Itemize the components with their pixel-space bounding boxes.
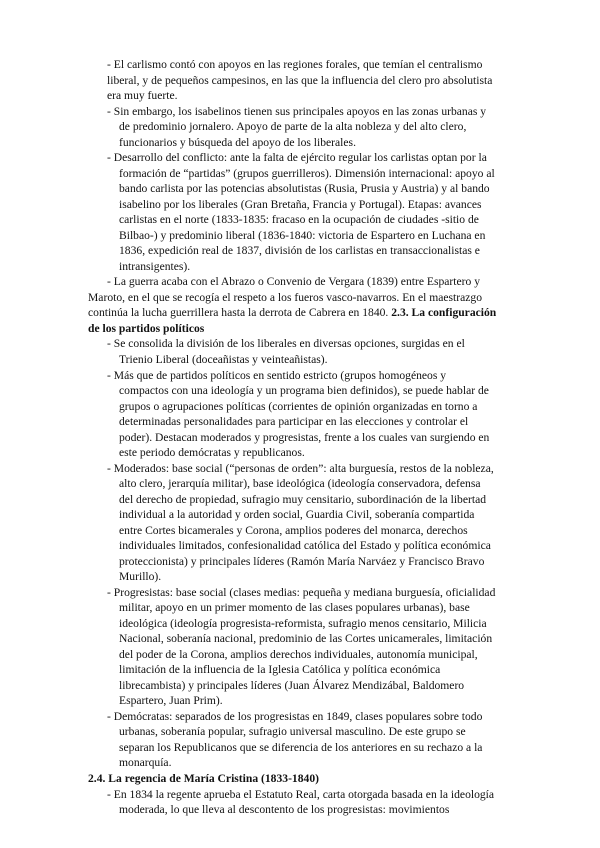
text-line: compactos con una ideología y un programa bien definidos), se puede hablar de <box>119 384 489 397</box>
text-line: librecambista) y principales líderes (Juan Álvarez Mendizábal, Baldomero <box>119 679 465 692</box>
text-line: - En 1834 la regente aprueba el Estatuto Real, carta otorgada basada en la ideología <box>107 788 495 801</box>
text-line: Trienio Liberal (doceañistas y veinteañistas). <box>119 353 328 366</box>
text-line: - El carlismo contó con apoyos en las regiones forales, que temían el centralismo <box>107 58 483 71</box>
text-line: grupos o agrupaciones políticas (corrientes de opinión organizadas en torno a <box>119 400 478 413</box>
text-line: proteccionista) y principales líderes (Ramón María Narváez y Francisco Bravo <box>119 555 485 568</box>
text-line: del derecho de propiedad, sufragio muy censitario, subordinación de la libertad <box>119 493 487 506</box>
text-line: del poder de la Corona, amplios derechos individuales, autonomía municipal, <box>119 648 478 661</box>
text-line: ideológica (ideología progresista-reformista, sufragio menos censitario, Milicia <box>119 617 487 630</box>
text-line: de predominio jornalero. Apoyo de parte de la alta nobleza y del alto clero, <box>119 120 467 133</box>
text-line: 1836, expedición real de 1837, división de los carlistas en transaccionalistas e <box>119 244 480 257</box>
text-line: moderada, lo que lleva al descontento de los progresistas: movimientos <box>119 803 450 816</box>
text-line: - Demócratas: separados de los progresistas en 1849, clases populares sobre todo <box>107 710 483 723</box>
text-line: isabelino por los liberales (Gran Bretaña, Francia y Portugal). Etapas: avances <box>119 198 482 211</box>
text-line: Maroto, en el que se recogía el respeto a los fueros vasco-navarros. En el maestrazgo <box>88 291 483 304</box>
text-line: era muy fuerte. <box>107 89 178 102</box>
text-line: - Progresistas: base social (clases medias: pequeña y mediana burguesía, oficialidad <box>107 586 496 599</box>
section-heading: 2.4. La regencia de María Cristina (1833-1840) <box>88 772 319 785</box>
text-line: intransigentes). <box>119 260 191 273</box>
text-line: individual a la autoridad y orden social, Guardia Civil, soberanía compartida <box>119 508 475 521</box>
text-line: formación de “partidas” (grupos guerrilleros). Dimensión internacional: apoyo al <box>119 167 495 180</box>
text-line: poder). Destacan moderados y progresistas, frente a los cuales van surgiendo en <box>119 431 490 444</box>
text-line: entre Cortes bicamerales y Corona, amplios poderes del monarca, derechos <box>119 524 468 537</box>
text-line: monarquía. <box>119 756 172 769</box>
text-line: - Se consolida la división de los liberales en diversas opciones, surgidas en el <box>107 337 465 350</box>
text-line: carlistas en el norte (1833-1835: fracaso en la ocupación de ciudades -sitio de <box>119 213 479 226</box>
text-line: separan los Republicanos que se diferencia de los anteriores en su rechazo a la <box>119 741 483 754</box>
text-line: - Moderados: base social (“personas de orden”: alta burguesía, restos de la nobleza, <box>107 462 494 475</box>
text-line: limitación de la influencia de la Iglesia Católica y política económica <box>119 663 441 676</box>
text-line: - Más que de partidos políticos en sentido estricto (grupos homogéneos y <box>107 369 447 382</box>
text-line: funcionarios y búsqueda del apoyo de los liberales. <box>119 136 356 149</box>
text-line: - Sin embargo, los isabelinos tienen sus principales apoyos en las zonas urbanas y <box>107 105 487 118</box>
section-heading: de los partidos políticos <box>88 322 205 335</box>
text-line: urbanas, soberanía popular, sufragio universal masculino. De este grupo se <box>119 725 466 738</box>
text-line: individuales limitados, confesionalidad católica del Estado y política económica <box>119 539 491 552</box>
text-span: continúa la lucha guerrillera hasta la derrota de Cabrera en 1840. <box>88 306 389 319</box>
text-line: Murillo). <box>119 570 162 583</box>
section-heading: 2.3. La configuración <box>391 306 497 319</box>
text-line: Bilbao-) y predominio liberal (1836-1840: victoria de Espartero en Luchana en <box>119 229 486 242</box>
text-line <box>88 305 496 320</box>
text-line: determinadas personalidades para participar en las elecciones y controlar el <box>119 415 469 428</box>
text-line: liberal, y de pequeños campesinos, en las que la influencia del clero pro absolutista <box>107 74 493 87</box>
text-line: - La guerra acaba con el Abrazo o Convenio de Vergara (1839) entre Espartero y <box>107 275 480 288</box>
text-line: Nacional, soberanía nacional, predominio de las Cortes unicamerales, limitación <box>119 632 493 645</box>
text-line: - Desarrollo del conflicto: ante la falta de ejército regular los carlistas optan por la <box>107 151 487 164</box>
text-line: este periodo demócratas y republicanos. <box>119 446 305 459</box>
text-line: alto clero, jerarquía militar), base ideológica (ideología conservadora, defensa <box>119 477 481 490</box>
text-line: bando carlista por las potencias absolutistas (Rusia, Prusia y Austria) y al bando <box>119 182 490 195</box>
text-line: militar, apoyo en un primer momento de las clases populares urbanas), base <box>119 601 470 614</box>
text-line: Espartero, Juan Prim). <box>119 694 223 707</box>
